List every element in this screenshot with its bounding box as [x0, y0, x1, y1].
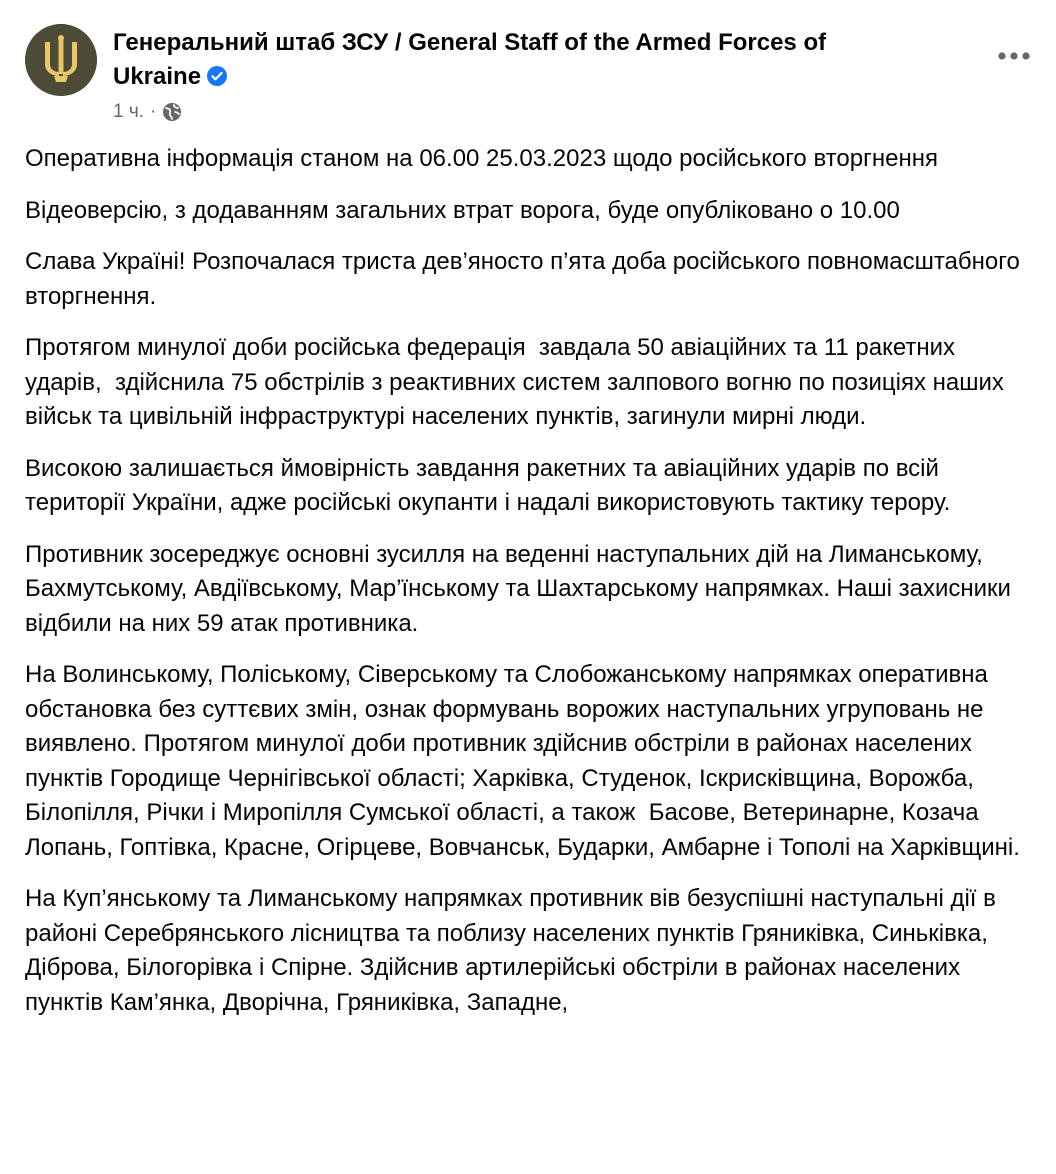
more-options-icon: [996, 50, 1032, 62]
post-header: [25, 24, 1035, 134]
globe-icon[interactable]: [162, 102, 182, 122]
post-paragraph: Протягом минулої доби російська федерація завдала 50 авіаційних та 11 ракетних ударів, здійснила 75 обстрілів з реактивних систем залпового вогню по позиціях наших військ та цивільній інфраструктурі населених пунктів, загинули мирні люди.: [25, 334, 1011, 430]
post-paragraph: На Куп’янському та Лиманському напрямках противник вів безуспішні наступальні дії в районі Серебрянського лісництва та поблизу населених пунктів Гряниківка, Синьківка, Діброва, Білогорівка і Спірне. Здійснив артилерійські обстріли в районах населених пунктів Кам’янка, Дворічна, Гряниківка, Западне,: [25, 885, 1003, 1016]
post-paragraph: Високою залишається ймовірність завдання ракетних та авіаційних ударів по всій території України, адже російські окупанти і надалі використовують тактику терору.: [25, 454, 951, 516]
post-meta: [113, 98, 182, 126]
more-options-button[interactable]: [993, 38, 1035, 74]
page-avatar[interactable]: [25, 24, 97, 96]
meta-separator: ·: [150, 101, 157, 122]
post-paragraph: На Волинському, Поліському, Сіверському та Слобожанському напрямках оперативна обстановка без суттєвих змін, ознак формувань ворожих наступальних угруповань не виявлено. Протягом минулої доби противник здійснив обстріли в районах населених пунктів Городище Чернігівської області; Харківка, Студенок, Іскрисківщина, Ворожба, Білопілля, Річки і Миропілля Сумської області, а також Басове, Ветеринарне, Козача Лопань, Гоптівка, Красне, Огірцеве, Вовчанськ, Бударки, Амбарне і Тополі на Харківщині.: [25, 661, 1020, 861]
verified-badge-icon: [207, 66, 227, 86]
post-paragraph: Оперативна інформація станом на 06.00 25.03.2023 щодо російського вторгнення: [25, 145, 938, 172]
post-text: [25, 142, 1035, 1037]
post-paragraph: Відеоверсію, з додаванням загальних втрат ворога, буде опубліковано о 10.00: [25, 196, 900, 224]
page-name-link[interactable]: [113, 26, 913, 94]
page-name-text: Генеральний штаб ЗСУ / General Staff of the Armed Forces of Ukraine: [113, 29, 827, 90]
post-paragraph: Слава Україні! Розпочалася триста дев’яносто п’ята доба російського повномасштабного вторгнення.: [25, 248, 1027, 310]
trident-emblem-icon: [25, 24, 97, 96]
post-timestamp[interactable]: 1 ч.: [113, 101, 145, 122]
post-paragraph: Противник зосереджує основні зусилля на веденні наступальних дій на Лиманському, Бахмутському, Авдіївському, Мар’їнському та Шахтарському напрямках. Наші захисники відбили на них 59 атак противника.: [25, 540, 1018, 637]
